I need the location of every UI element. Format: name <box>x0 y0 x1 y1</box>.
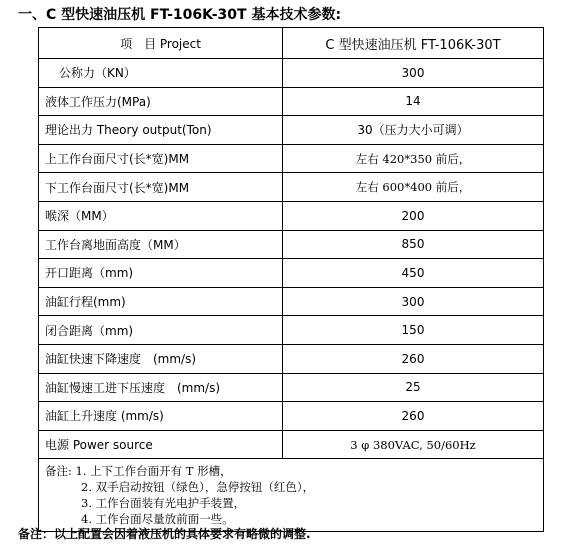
row-value: 200 <box>283 201 544 230</box>
table-header-row <box>39 28 544 59</box>
note-line: 备注: 1. 上下工作台面开有 T 形槽， <box>45 464 232 479</box>
note-line: 4. 工作台面尽量放前面一些。 <box>81 512 234 527</box>
header-item: 项 目 Project <box>39 28 283 59</box>
table-row <box>39 430 544 459</box>
notes-row <box>39 459 544 532</box>
note-line: 2. 双手启动按钮（绿色），急停按钮（红色）， <box>81 480 315 495</box>
row-value: 左右 600*400 前后， <box>283 173 544 202</box>
row-label: 油缸慢速工进下压速度 (mm/s) <box>39 373 283 402</box>
row-value: 14 <box>283 87 544 116</box>
table-row <box>39 87 544 116</box>
row-value: 300 <box>283 287 544 316</box>
notes-cell <box>39 459 544 532</box>
row-value: 300 <box>283 59 544 88</box>
row-label: 公称力（KN） <box>39 59 283 88</box>
row-label: 上工作台面尺寸(长*宽)MM <box>39 144 283 173</box>
table-row <box>39 344 544 373</box>
row-value: 左右 420*350 前后， <box>283 144 544 173</box>
page-title: 一、C 型快速油压机 FT-106K-30T 基本技术参数: <box>18 7 342 23</box>
row-label: 下工作台面尺寸(长*宽)MM <box>39 173 283 202</box>
row-label: 闭合距离（mm) <box>39 316 283 345</box>
table-row <box>39 201 544 230</box>
table-row <box>39 59 544 88</box>
table-row <box>39 230 544 259</box>
row-value: 3 φ 380VAC, 50/60Hz <box>283 430 544 459</box>
row-value: 260 <box>283 344 544 373</box>
spec-table <box>38 27 544 532</box>
row-value: 30（压力大小可调） <box>283 116 544 145</box>
row-value: 25 <box>283 373 544 402</box>
row-label: 油缸上升速度 (mm/s) <box>39 402 283 431</box>
row-label: 工作台离地面高度（MM） <box>39 230 283 259</box>
row-label: 理论出力 Theory output(Ton) <box>39 116 283 145</box>
row-value: 850 <box>283 230 544 259</box>
header-model: C 型快速油压机 FT-106K-30T <box>283 28 544 59</box>
footer-note: 备注：以上配置会因着液压机的具体要求有略微的调整. <box>18 527 311 541</box>
row-label: 液体工作压力(MPa) <box>39 87 283 116</box>
table-row <box>39 144 544 173</box>
row-value: 260 <box>283 402 544 431</box>
table-row <box>39 259 544 288</box>
table-row <box>39 287 544 316</box>
table-row <box>39 373 544 402</box>
table-row <box>39 116 544 145</box>
row-value: 150 <box>283 316 544 345</box>
note-line: 3. 工作台面装有光电护手装置， <box>81 496 246 511</box>
row-label: 喉深（MM） <box>39 201 283 230</box>
table-row <box>39 316 544 345</box>
row-label: 开口距离（mm) <box>39 259 283 288</box>
row-value: 450 <box>283 259 544 288</box>
table-row <box>39 173 544 202</box>
row-label: 油缸快速下降速度 (mm/s) <box>39 344 283 373</box>
row-label: 油缸行程(mm) <box>39 287 283 316</box>
row-label: 电源 Power source <box>39 430 283 459</box>
table-row <box>39 402 544 431</box>
